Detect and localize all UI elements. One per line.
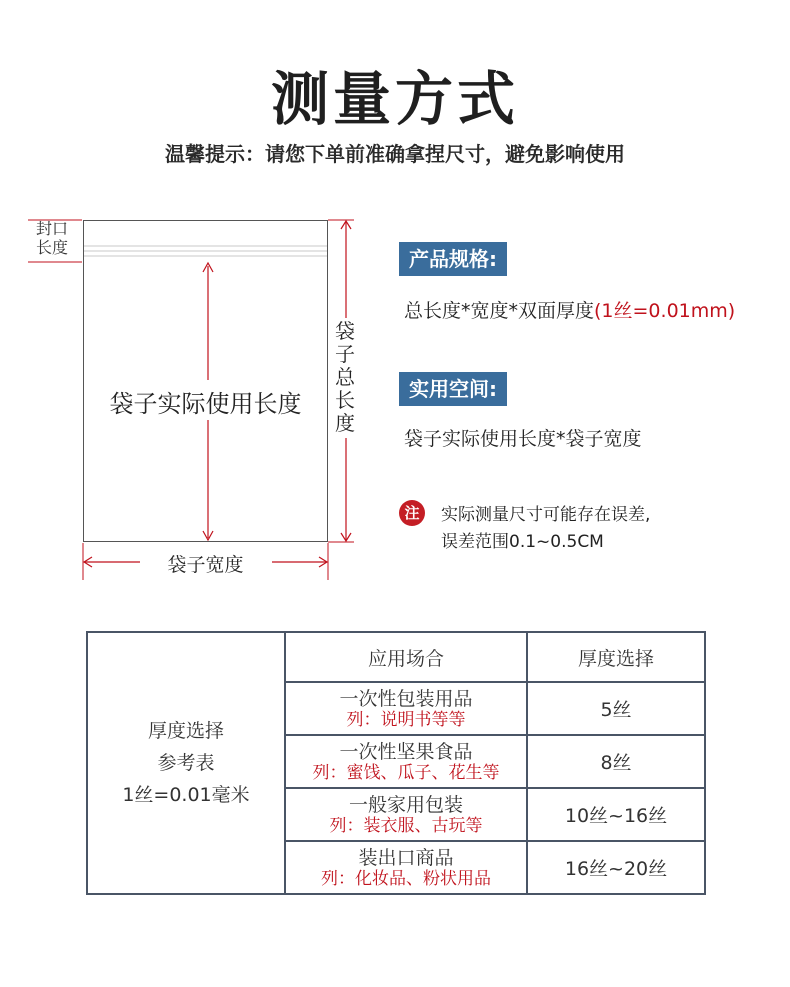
col-header-scene: 应用场合 — [285, 632, 527, 682]
col-header-thickness: 厚度选择 — [527, 632, 705, 682]
note-text — [441, 502, 650, 556]
note-line1: 实际测量尺寸可能存在误差, — [441, 505, 651, 525]
product-spec-tag: 产品规格: — [399, 242, 507, 276]
table-header-row — [87, 632, 705, 682]
unit-note: (1丝=0.01mm) — [594, 300, 736, 322]
scene-cell: 一般家用包装 列：装衣服、古玩等 — [285, 788, 527, 841]
left-line1: 厚度选择 — [147, 720, 224, 742]
left-line3: 1丝=0.01毫米 — [122, 784, 250, 806]
bag-width-label: 袋子宽度 — [167, 554, 244, 576]
scene-cell: 一次性坚果食品 列：蜜饯、瓜子、花生等 — [285, 735, 527, 788]
thickness-cell: 16丝~20丝 — [527, 841, 705, 894]
usable-space-tag: 实用空间: — [399, 372, 507, 406]
left-line2: 参考表 — [157, 752, 215, 774]
thickness-reference-table — [86, 631, 706, 895]
bag-outline — [83, 220, 328, 542]
note-icon: 注 — [399, 500, 425, 526]
seal-length-label — [36, 219, 68, 257]
note-line2: 误差范围0.1~0.5CM — [441, 532, 604, 552]
thickness-cell: 10丝~16丝 — [527, 788, 705, 841]
scene-cell: 一次性包装用品 列：说明书等等 — [285, 682, 527, 735]
scene-cell: 装出口商品 列：化妆品、粉状用品 — [285, 841, 527, 894]
thickness-cell: 5丝 — [527, 682, 705, 735]
seal-label-line1: 封口 — [36, 219, 69, 238]
usable-space-text: 袋子实际使用长度*袋子宽度 — [404, 428, 642, 450]
page-title: 测量方式 — [270, 65, 519, 133]
thickness-cell: 8丝 — [527, 735, 705, 788]
seal-label-line2: 长度 — [36, 238, 69, 257]
product-spec-text: 总长度*宽度*双面厚度(1丝=0.01mm) — [404, 300, 736, 322]
total-length-label: 袋子总长度 — [335, 319, 355, 435]
bag-length-label: 袋子实际使用长度 — [109, 390, 302, 418]
tip-text: 温馨提示：请您下单前准确拿捏尺寸，避免影响使用 — [165, 142, 625, 166]
table-left-cell — [87, 632, 285, 894]
